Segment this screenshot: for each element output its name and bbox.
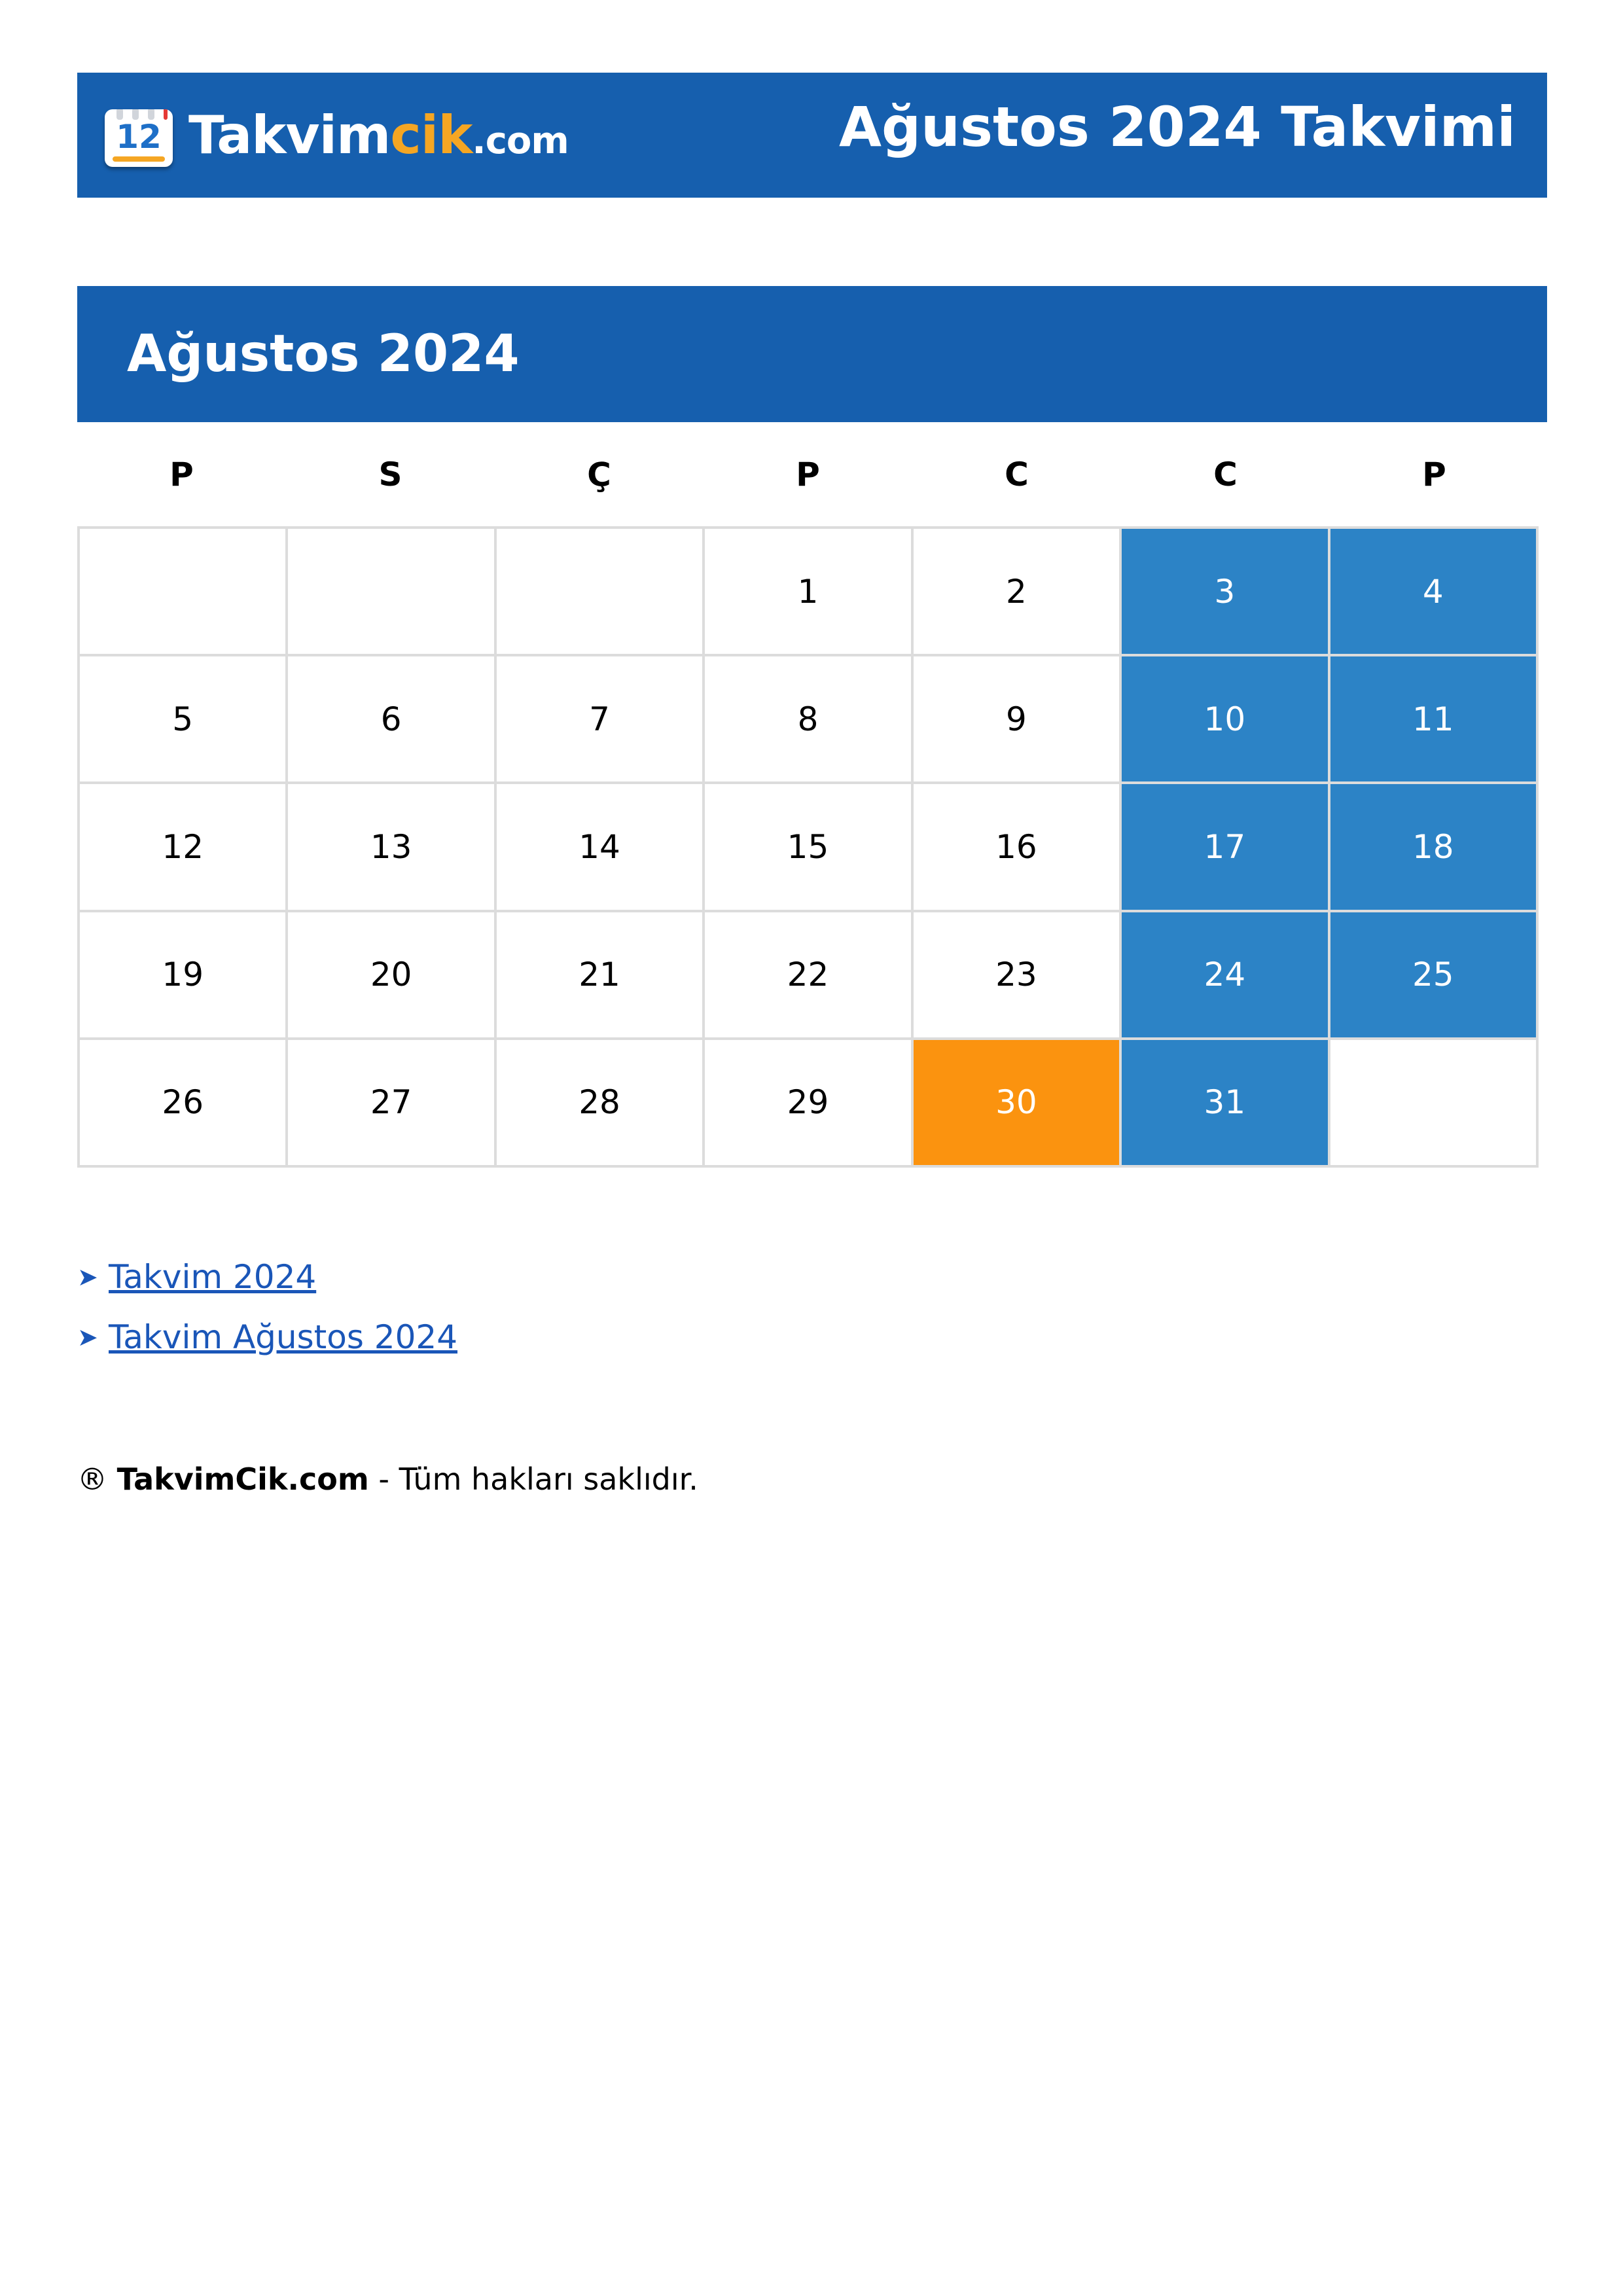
logo-text-tld: .com [472,119,569,162]
day-cell: 22 [705,912,913,1040]
empty-day-cell [1330,1040,1539,1168]
day-cell: 20 [288,912,496,1040]
footer [77,1456,698,1502]
day-cell: 23 [914,912,1122,1040]
footer-brand: TakvimCik.com [116,1462,369,1497]
empty-day-cell [80,529,288,656]
day-cell: 17 [1122,784,1330,912]
weekday-label: Ç [587,456,611,493]
day-cell: 1 [705,529,913,656]
weekday-label: P [796,456,820,493]
empty-day-cell [497,529,705,656]
month-title: Ağustos 2024 [127,325,520,384]
day-cell: 29 [705,1040,913,1168]
logo-text-accent: cik [390,104,473,166]
weekday-label: C [1213,456,1238,493]
day-cell: 27 [288,1040,496,1168]
day-cell: 10 [1122,656,1330,784]
day-cell: 25 [1330,912,1539,1040]
arrow-right-icon: ➤ [77,1263,98,1291]
day-cell: 9 [914,656,1122,784]
site-logo[interactable] [105,105,569,171]
related-link[interactable]: Takvim 2024 [109,1258,317,1296]
weekday-label: C [1005,456,1029,493]
day-cell: 8 [705,656,913,784]
day-cell: 5 [80,656,288,784]
weekday-header-row [77,445,1539,504]
day-cell: 13 [288,784,496,912]
weekday-label: S [378,456,402,493]
day-cell: 2 [914,529,1122,656]
footer-text: - Tüm hakları saklıdır. [378,1462,698,1497]
weekday-label: P [1422,456,1446,493]
calendar-grid [77,526,1539,1168]
calendar-icon [105,109,173,167]
arrow-right-icon: ➤ [77,1323,98,1352]
logo-text-main: Takvim [188,104,391,166]
page-title: Ağustos 2024 Takvimi [839,95,1516,159]
day-cell: 11 [1330,656,1539,784]
day-cell: 28 [497,1040,705,1168]
day-cell: 14 [497,784,705,912]
empty-day-cell [288,529,496,656]
calendar-icon-number: 12 [116,118,162,156]
day-cell: 16 [914,784,1122,912]
link-row [77,1307,457,1367]
day-cell: 26 [80,1040,288,1168]
day-cell: 7 [497,656,705,784]
day-cell: 6 [288,656,496,784]
day-cell: 18 [1330,784,1539,912]
weekday-label: P [169,456,194,493]
day-cell: 30 [914,1040,1122,1168]
day-cell: 12 [80,784,288,912]
day-cell: 19 [80,912,288,1040]
day-cell: 21 [497,912,705,1040]
day-cell: 3 [1122,529,1330,656]
registered-symbol: ® [77,1462,107,1497]
day-cell: 4 [1330,529,1539,656]
logo-text [188,103,569,174]
related-links [77,1247,457,1367]
related-link[interactable]: Takvim Ağustos 2024 [109,1318,458,1356]
link-row [77,1247,457,1307]
site-header [77,73,1547,198]
day-cell: 31 [1122,1040,1330,1168]
day-cell: 24 [1122,912,1330,1040]
day-cell: 15 [705,784,913,912]
month-header [77,286,1547,422]
